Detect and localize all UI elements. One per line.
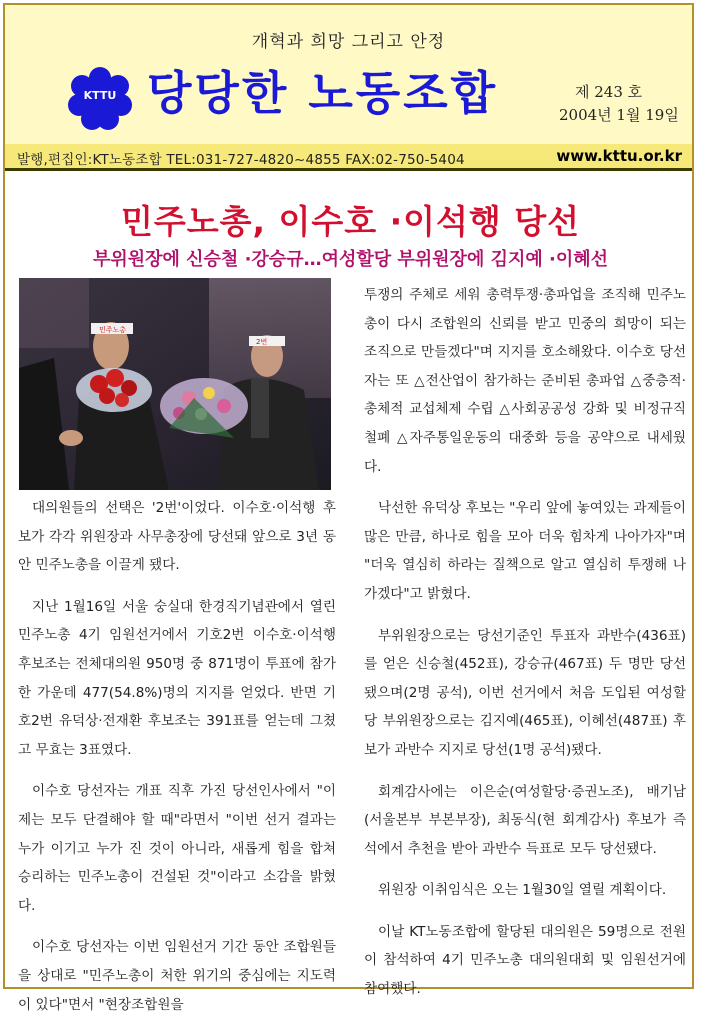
publisher-bar [5, 144, 692, 168]
slogan: 개혁과 희망 그리고 안정 [251, 32, 446, 52]
news-photo [19, 278, 331, 490]
website-link[interactable]: www.kttu.or.kr [556, 147, 682, 165]
paragraph: 낙선한 유덕상 후보는 "우리 앞에 놓여있는 과제들이 많은 만큼, 하나로 힘을 모아 더욱 힘차게 나아가자"며 "더욱 열심히 하라는 질책으로 알고 열심히 투쟁해 나가겠다"고 밝혔다. [364, 500, 686, 602]
logo-text: KTTU [83, 89, 117, 102]
publisher-info: 발행,편집인:KT노동조합 TEL:031-727-4820~4855 FAX:02-750-5404 [17, 152, 465, 168]
issue-number: 제 243 호 [575, 83, 643, 101]
paragraph: 대의원들의 선택은 '2번'이었다. 이수호·이석행 후보가 각각 위원장과 사무총장에 당선돼 앞으로 3년 동안 민주노총을 이끌게 됐다. [18, 500, 336, 574]
paper-name: 당당한 노동조합 [147, 66, 499, 120]
paragraph: 부위원장으로는 당선기준인 투표자 과반수(436표)를 얻은 신승철(452표), 강승규(467표) 두 명만 당선됐으며(2명 공석), 이번 선거에서 처음 도입된 여성할당 부위원장으로는 김지예(465표), 이혜선(487표) 후보가 과반수 지지로 당선(1명 공석)됐다. [364, 627, 686, 758]
article-column-left [18, 494, 336, 1032]
issue-date: 2004년 1월 19일 [559, 106, 679, 124]
headband-text: 민주노총 [99, 326, 127, 334]
headline: 민주노총, 이수호 ·이석행 당선 [120, 202, 581, 241]
paragraph: 이수호 당선자는 이번 임원선거 기간 동안 조합원들을 상대로 "민주노총이 처한 위기의 중심에는 지도력이 있다"면서 "현장조합원을 [18, 939, 336, 1013]
paragraph: 이날 KT노동조합에 할당된 대의원은 59명으로 전원이 참석하여 4기 민주노총 대의원대회 및 임원선거에 참여했다. [364, 923, 686, 998]
paragraph: 투쟁의 주체로 세워 총력투쟁·총파업을 조직해 민주노총이 다시 조합원의 신뢰를 받고 민중의 희망이 되는 조직으로 만들겠다"며 지지를 호소해왔다. 이수호 당선자는 또 △전산업이 참가하는 준비된 총파업 △중층적·총체적 교섭체제 수립 △사회공공성 강화 및 비정규직 철폐 △자주통일운동의 대중화 등을 공약으로 내세웠다. [364, 287, 686, 475]
paragraph: 위원장 이취임식은 오는 1월30일 열릴 계획이다. [378, 882, 667, 899]
subheadline: 부위원장에 신승철 ·강승규…여성할당 부위원장에 김지예 ·이혜선 [92, 249, 609, 270]
headband-text-2: 2번 [256, 338, 268, 346]
article-column-right [364, 281, 686, 1017]
paragraph: 지난 1월16일 서울 숭실대 한경직기념관에서 열린 민주노총 4기 임원선거에서 기호2번 이수호·이석행 후보조는 전체대의원 950명 중 871명이 투표에 참가한 가운데 477(54.8%)명의 지지를 얻었다. 반면 기호2번 유덕상·전재환 후보조는 391표를 얻는데 그쳤고 무효는 3표였다. [18, 598, 336, 758]
paragraph: 회계감사에는 이은순(여성할당·증권노조), 배기남(서울본부 부본부장), 최동식(현 회계감사) 후보가 즉석에서 추천을 받아 과반수 득표로 모두 당선됐다. [364, 783, 686, 857]
paragraph: 이수호 당선자는 개표 직후 가진 당선인사에서 "이제는 모두 단결해야 할 때"라면서 "이번 선거 결과는 누가 이기고 누가 진 것이 아니라, 새롭게 힘을 합쳐 승리하는 민주노총이 건설된 것"이라고 소감을 밝혔다. [18, 783, 336, 914]
